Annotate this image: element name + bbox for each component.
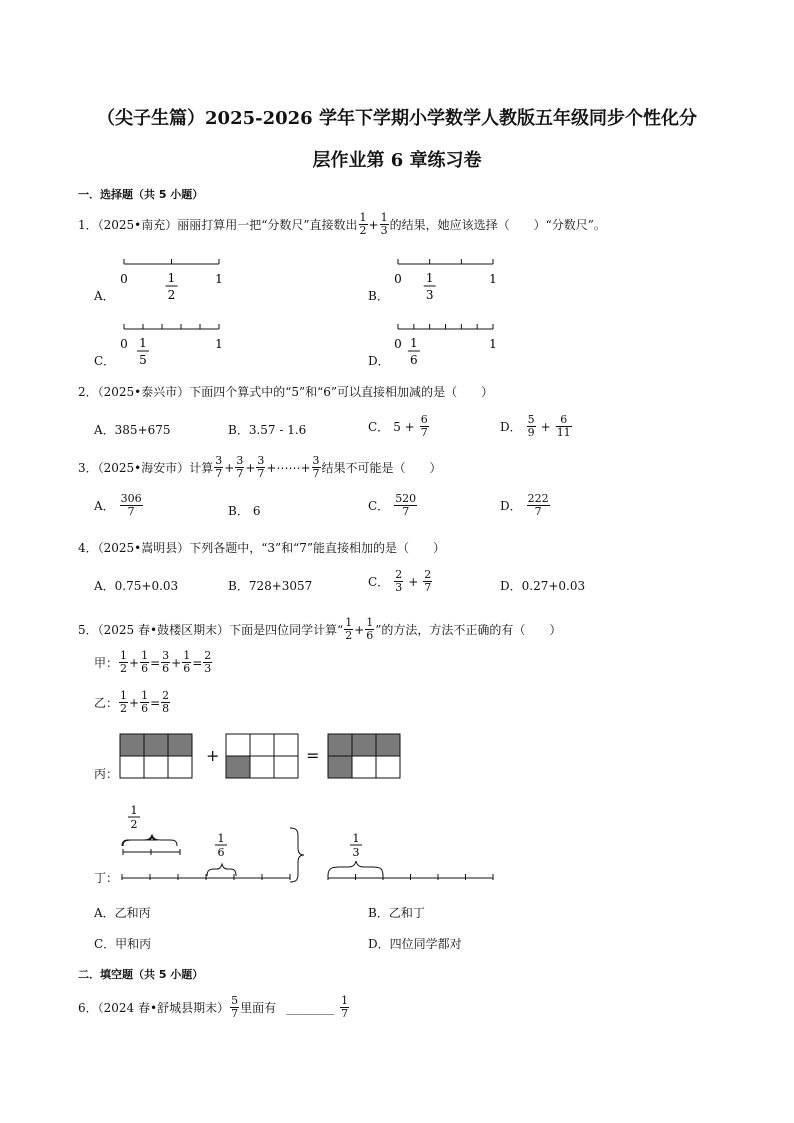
ruler-mark-denominator: 5 <box>139 353 147 367</box>
option-letter: C． <box>368 575 390 589</box>
question-3-suffix: 结果不可能是（ ） <box>321 460 442 475</box>
fraction: 5 9 <box>527 413 535 439</box>
option-letter: D． <box>500 420 522 434</box>
option-letter: A． <box>94 499 115 513</box>
fraction: $\frac{6}{7}$ <box>420 413 428 439</box>
method-jia: 甲： 1 2 + $\frac{1}{6}$ = $\frac{3}{6}$ + $\frac{1}{6}$ = $\frac{2}{3}$ <box>94 649 212 675</box>
fraction-ruler <box>114 320 254 376</box>
question-1-suffix: 的结果，她应该选择（ ）“分数尺”。 <box>389 217 606 232</box>
ruler-start-label: 0 <box>394 272 402 286</box>
page-title-line-1: （尖子生篇）2025-2026 学年下学期小学数学人教版五年级同步个性化分 <box>97 108 697 129</box>
ruler-start-label: 0 <box>120 272 128 286</box>
grid-middle <box>226 734 298 778</box>
fraction: 1 2 <box>345 616 353 642</box>
option-letter: C． <box>94 354 116 368</box>
ruler-mark-numerator: 1 <box>167 271 176 285</box>
method-bing-grids <box>118 732 408 782</box>
fraction: $\frac{2}{3}$ <box>204 649 212 675</box>
fraction: $\frac{1}{6}$ <box>141 649 149 675</box>
ruler-mark-denominator: 6 <box>410 353 418 367</box>
svg-text:6: 6 <box>217 846 225 859</box>
fraction: 1 2 <box>359 211 367 237</box>
ruler-end-label: 1 <box>215 337 223 351</box>
svg-text:1: 1 <box>352 832 360 845</box>
fraction-ruler <box>388 255 528 311</box>
fraction: 520 7 <box>395 492 417 518</box>
fraction: $\frac{2}{7}$ <box>424 568 432 594</box>
fraction: $\frac{6}{11}$ <box>556 413 571 439</box>
grid-right <box>328 734 400 778</box>
question-1-prefix: 1．（2025•南充）丽丽打算用一把“分数尺”直接数出 <box>78 217 358 232</box>
fraction: 306 7 <box>120 492 142 518</box>
option-letter: C． <box>368 499 390 513</box>
q4-option-d[interactable]: D．0.27+0.03 <box>500 579 586 593</box>
fraction: 1 7 <box>341 994 349 1020</box>
page-title-line-2: 层作业第 6 章练习卷 <box>312 150 482 171</box>
fraction: 5 7 <box>231 994 239 1020</box>
option-letter: A． <box>94 289 115 303</box>
method-ding-diagram <box>110 800 500 886</box>
question-3-prefix: 3．（2025•海安市）计算 <box>78 460 214 475</box>
option-letter: C． <box>368 420 390 434</box>
method-bing-label: 丙： <box>94 767 119 781</box>
q5-option-c[interactable]: C．甲和丙 <box>94 937 152 951</box>
grid-plus: + <box>206 746 220 765</box>
question-5-suffix: ”的方法，方法不正确的有（ ） <box>375 622 562 637</box>
question-6-text: 里面有 <box>240 1000 277 1015</box>
svg-text:2: 2 <box>130 818 138 831</box>
q3-option-d[interactable] <box>500 493 551 518</box>
fraction: $\frac{1}{6}$ <box>141 689 149 715</box>
fraction: 2 3 <box>395 568 403 594</box>
plus-sign: + <box>368 217 379 232</box>
fraction: 1 2 <box>120 689 128 715</box>
section-heading-choice: 一．选择题（共 5 小题） <box>78 188 204 201</box>
q4-option-b[interactable]: B．728+3057 <box>228 579 313 593</box>
question-3 <box>78 455 442 480</box>
grid-left <box>120 734 192 778</box>
q5-option-a[interactable]: A．乙和丙 <box>94 906 151 920</box>
method-ding-label: 丁： <box>94 871 119 885</box>
method-label: 甲： <box>94 655 119 670</box>
option-letter: B． <box>228 504 249 518</box>
ruler-end-label: 1 <box>215 272 223 286</box>
q5-option-b[interactable]: B．乙和丁 <box>368 906 425 920</box>
svg-text:3: 3 <box>352 846 360 859</box>
ruler-start-label: 0 <box>394 337 402 351</box>
question-6 <box>78 995 350 1020</box>
q2-option-c[interactable] <box>368 414 430 439</box>
ruler-mark-numerator: 1 <box>139 336 147 350</box>
ruler-start-label: 0 <box>120 337 128 351</box>
method-yi: 乙： 1 2 + $\frac{1}{6}$ = $\frac{2}{8}$ <box>94 689 170 715</box>
question-6-prefix: 6．（2024 春•舒城县期末） <box>78 1000 230 1015</box>
q3-option-c[interactable] <box>368 493 418 518</box>
plus-sign: + <box>224 460 235 475</box>
ruler-end-label: 1 <box>489 337 497 351</box>
q4-option-c[interactable] <box>368 569 433 594</box>
svg-text:1: 1 <box>217 832 225 845</box>
option-text: 5 + <box>393 419 415 434</box>
q2-option-b[interactable]: B．3.57 - 1.6 <box>228 423 307 437</box>
ruler-mark-numerator: 1 <box>425 271 434 285</box>
method-label: 乙： <box>94 695 119 710</box>
fraction: $\frac{3}{7}$ <box>312 454 320 480</box>
plus-sign: + <box>245 460 256 475</box>
question-2: 2．（2025•泰兴市）下面四个算式中的“5”和“6”可以直接相加减的是（ ） <box>78 385 494 399</box>
fraction: $\frac{1}{6}$ <box>366 616 374 642</box>
q3-option-b[interactable] <box>228 502 260 519</box>
plus-sign: + <box>408 574 419 589</box>
q2-option-d[interactable] <box>500 414 573 439</box>
ruler-mark-numerator: 1 <box>410 336 418 350</box>
option-letter: D． <box>500 499 522 513</box>
option-letter: B． <box>368 289 389 303</box>
plus-sign: + <box>540 419 551 434</box>
fraction-ruler <box>114 255 254 311</box>
fraction: 222 7 <box>527 492 549 518</box>
fraction: $\frac{2}{8}$ <box>162 689 170 715</box>
ruler-mark-denominator: 3 <box>425 288 434 302</box>
option-text: 6 <box>252 503 261 518</box>
fraction: $\frac{3}{7}$ <box>257 454 265 480</box>
ruler-mark-denominator: 2 <box>167 288 176 302</box>
grid-equals: = <box>306 746 320 765</box>
q2-option-a[interactable]: A．385+675 <box>94 423 171 437</box>
svg-text:1: 1 <box>130 804 138 817</box>
plus-sign: + <box>354 622 365 637</box>
fraction: $\frac{1}{3}$ <box>380 211 388 237</box>
answer-blank[interactable]: ________ <box>286 1000 335 1015</box>
question-4: 4．（2025•嵩明县）下列各题中，“3”和“7”能直接相加的是（ ） <box>78 541 446 555</box>
option-letter: D． <box>368 354 390 368</box>
ellipsis: +⋯⋯+ <box>266 460 311 475</box>
section-heading-fill-in: 二．填空题（共 5 小题） <box>78 968 204 981</box>
fraction: $\frac{3}{6}$ <box>162 649 170 675</box>
fraction-ruler <box>388 320 528 376</box>
q4-option-a[interactable]: A．0.75+0.03 <box>94 579 179 593</box>
question-1 <box>78 212 606 237</box>
fraction: 3 7 <box>215 454 223 480</box>
question-5 <box>78 617 561 642</box>
fraction: $\frac{3}{7}$ <box>236 454 244 480</box>
fraction: $\frac{1}{6}$ <box>183 649 191 675</box>
q5-option-d[interactable]: D．四位同学都对 <box>368 937 462 951</box>
question-5-prefix: 5．（2025 春•鼓楼区期末）下面是四位同学计算“ <box>78 622 344 637</box>
ruler-end-label: 1 <box>489 272 497 286</box>
q3-option-a[interactable] <box>94 493 144 518</box>
fraction: 1 2 <box>120 649 128 675</box>
